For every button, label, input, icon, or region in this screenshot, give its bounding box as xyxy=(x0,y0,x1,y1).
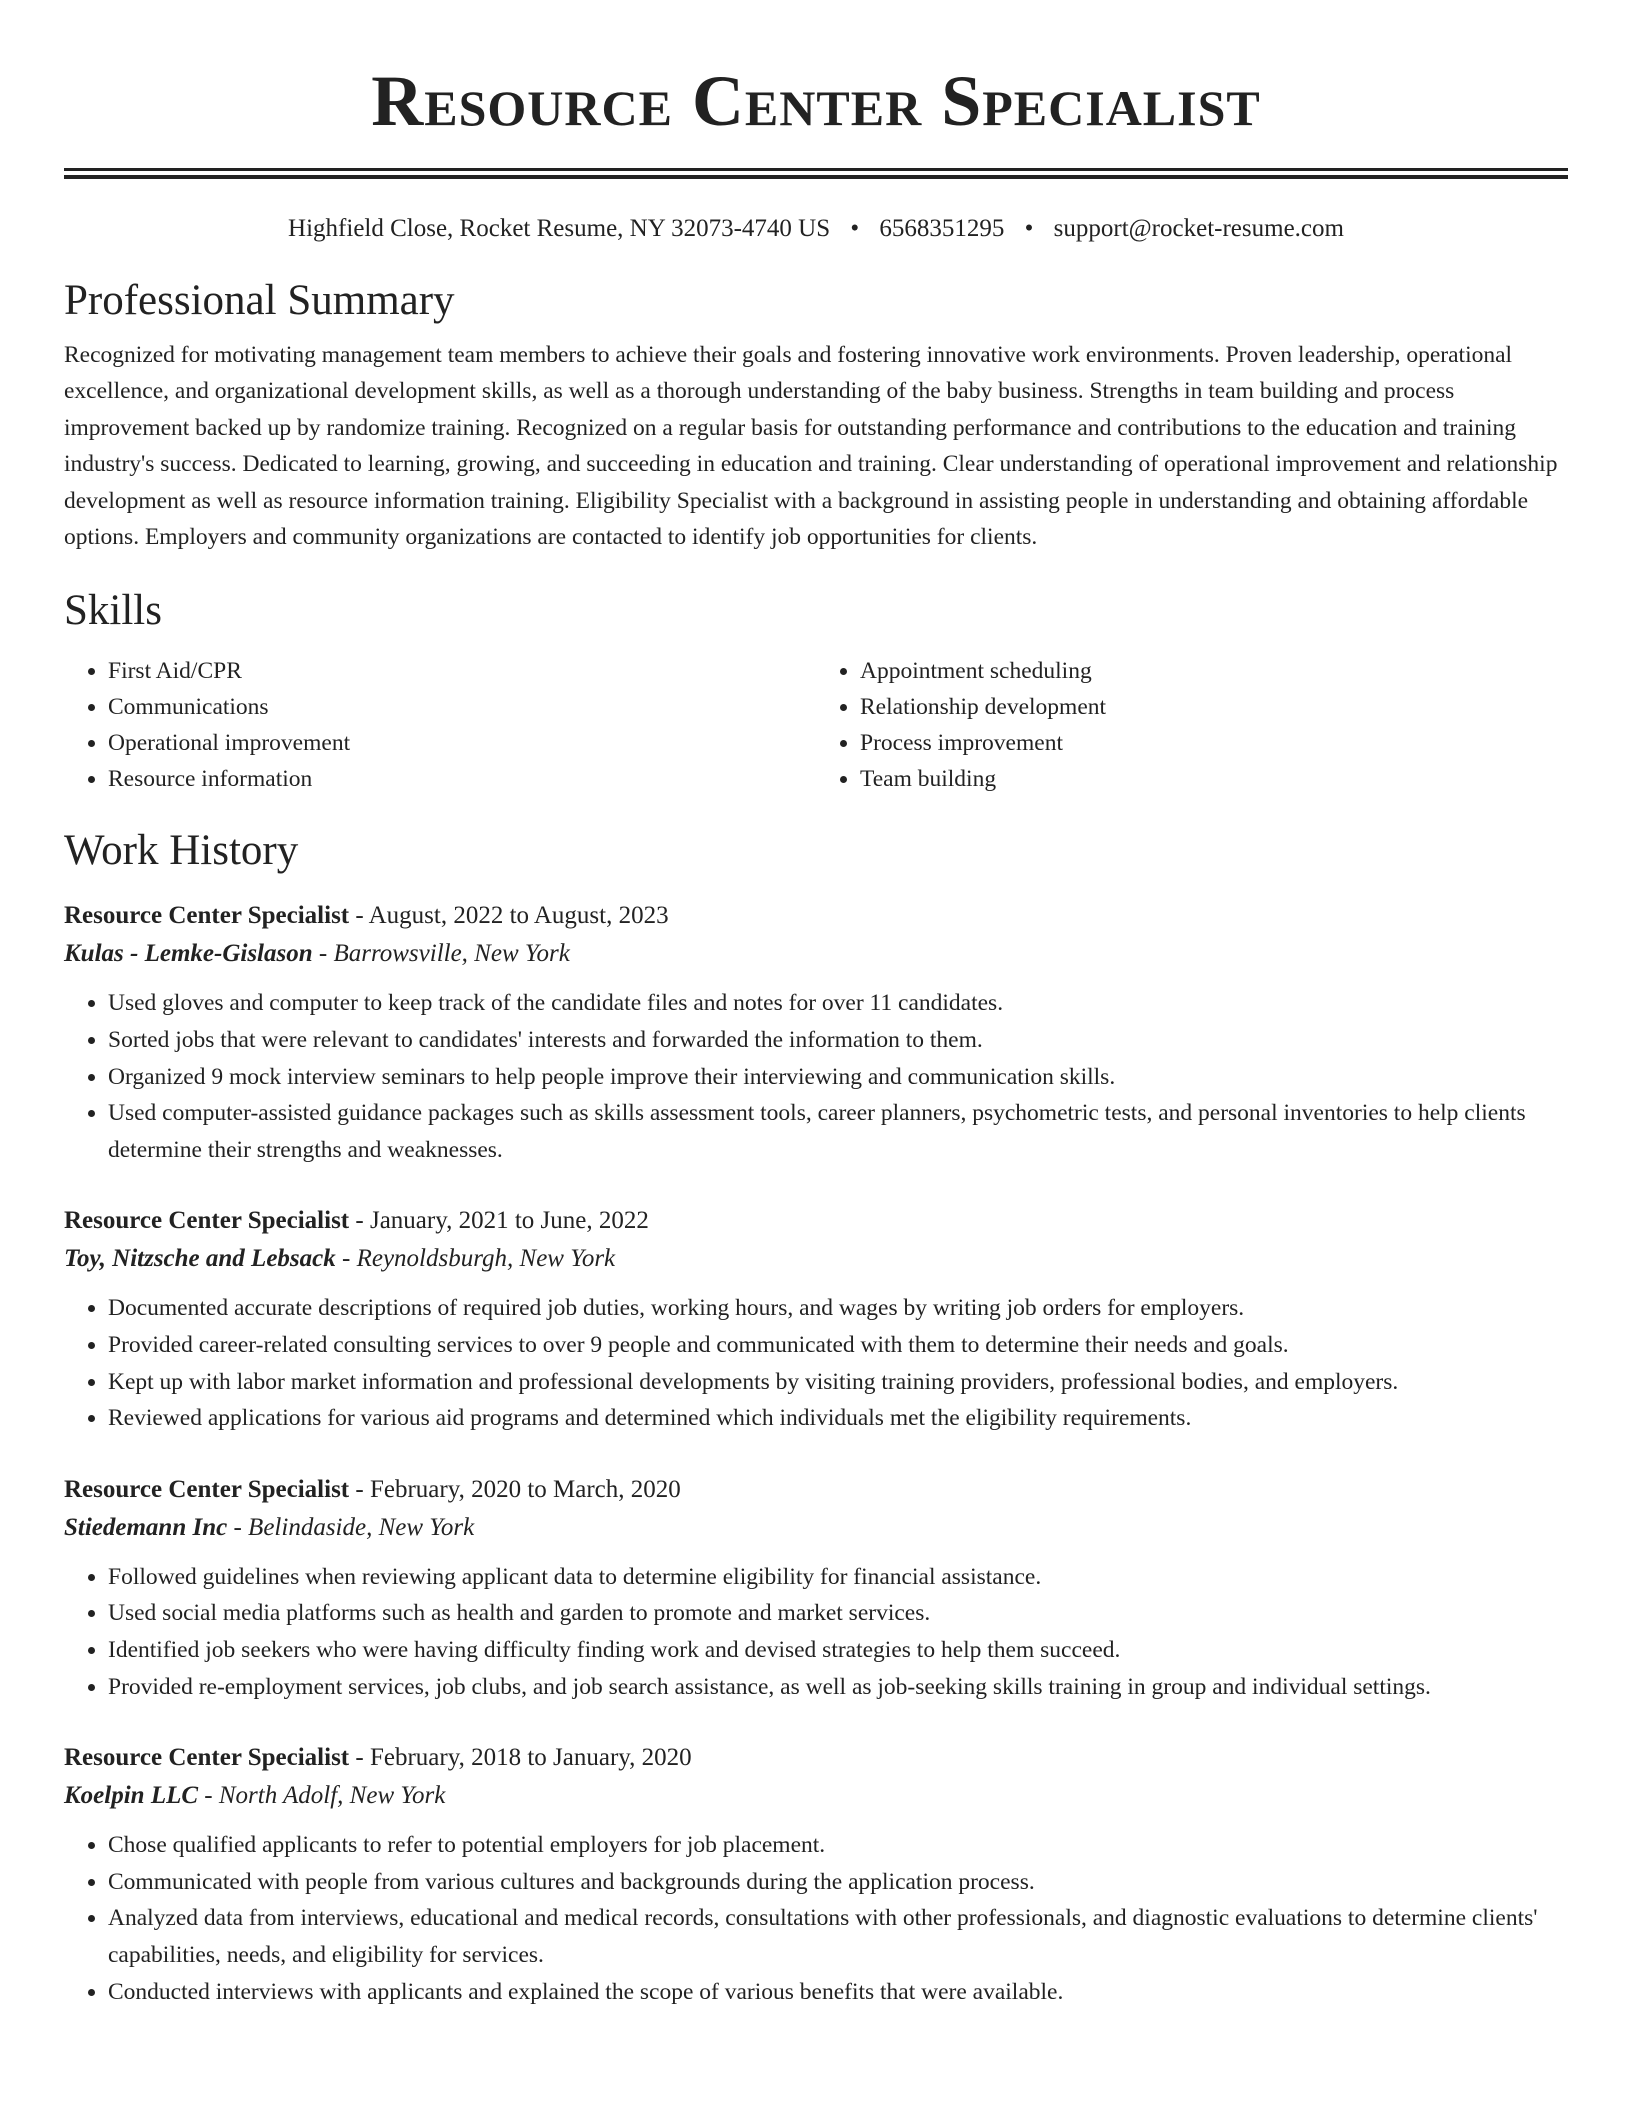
job-dates: - January, 2021 to June, 2022 xyxy=(349,1207,649,1235)
job-entry xyxy=(64,897,1568,1168)
job-bullet: • Conducted interviews with applicants and explained the scope of various benefits that were available. xyxy=(108,1974,1568,2011)
summary-text: Recognized for motivating management team members to achieve their goals and fostering innovative work environments. Proven leadership, operational excellence, and organizational development skills, as well as a thorough understanding of the baby business. Strengths in team building and process improvement backed up by randomize training. Recognized on a regular basis for outstanding performance and contributions to the education and training industry's success. Dedicated to learning, growing, and succeeding in education and training. Clear understanding of operational improvement and relationship development as well as resource information training. Eligibility Specialist with a background in assisting people in understanding and obtaining affordable options. Employers and community organizations are contacted to identify job opportunities for clients. xyxy=(64,342,1558,551)
job-dates: - August, 2022 to August, 2023 xyxy=(349,902,669,930)
job-bullet: • Documented accurate descriptions of required job duties, working hours, and wages by writing job orders for employers. xyxy=(108,1290,1568,1327)
work-history-heading: Work History xyxy=(64,827,299,875)
job-title-line xyxy=(64,897,1568,935)
resume-title: Resource Center Specialist xyxy=(371,61,1261,141)
company-name: Toy, Nitzsche and Lebsack xyxy=(64,1245,336,1273)
job-bullet: • Reviewed applications for various aid programs and determined which individuals met the eligibility requirements. xyxy=(108,1400,1568,1437)
contact-phone: 6568351295 xyxy=(879,215,1005,242)
skill-item: • Appointment scheduling xyxy=(860,653,1568,689)
job-bullets xyxy=(64,985,1568,1168)
skills-column-left xyxy=(64,653,816,797)
company-line xyxy=(64,1509,1568,1547)
job-bullet: • Communicated with people from various cultures and backgrounds during the application process. xyxy=(108,1864,1568,1901)
company-name: Koelpin LLC xyxy=(64,1782,199,1810)
company-location: - North Adolf, New York xyxy=(198,1782,446,1810)
job-title-line xyxy=(64,1471,1568,1509)
skills-column-right xyxy=(816,653,1568,797)
job-title: Resource Center Specialist xyxy=(64,1475,350,1503)
job-dates: - February, 2018 to January, 2020 xyxy=(349,1744,692,1772)
contact-address: Highfield Close, Rocket Resume, NY 32073-4740 US xyxy=(288,215,831,242)
skills-heading: Skills xyxy=(64,587,162,635)
contact-separator: • xyxy=(850,215,860,242)
company-line xyxy=(64,1240,1568,1278)
summary-heading: Professional Summary xyxy=(64,277,455,324)
job-bullets xyxy=(64,1290,1568,1436)
company-name: Stiedemann Inc xyxy=(64,1513,228,1541)
job-bullet: • Provided career-related consulting services to over 9 people and communicated with them to determine their needs and goals. xyxy=(108,1327,1568,1364)
company-line xyxy=(64,935,1568,973)
company-location: - Reynoldsburgh, New York xyxy=(335,1245,616,1273)
skill-item: • First Aid/CPR xyxy=(108,653,816,689)
job-bullet: • Used gloves and computer to keep track of the candidate files and notes for over 11 candidates. xyxy=(108,985,1568,1022)
skill-item: • Communications xyxy=(108,689,816,725)
skill-item: • Relationship development xyxy=(860,689,1568,725)
job-title-line xyxy=(64,1739,1568,1777)
skill-item: • Resource information xyxy=(108,761,816,797)
job-bullet: • Used social media platforms such as health and garden to promote and market services. xyxy=(108,1595,1568,1632)
job-bullet: • Chose qualified applicants to refer to potential employers for job placement. xyxy=(108,1827,1568,1864)
title-divider xyxy=(64,168,1568,179)
job-bullet: • Sorted jobs that were relevant to candidates' interests and forwarded the information to them. xyxy=(108,1022,1568,1059)
job-title: Resource Center Specialist xyxy=(64,1207,350,1235)
skill-item: • Operational improvement xyxy=(108,725,816,761)
job-bullet: • Analyzed data from interviews, educational and medical records, consultations with other professionals, and diagnostic evaluations to determine clients' capabilities, needs, and eligibility for services. xyxy=(108,1900,1568,1973)
job-title-line xyxy=(64,1202,1568,1240)
job-title: Resource Center Specialist xyxy=(64,1744,350,1772)
company-location: - Belindaside, New York xyxy=(227,1513,475,1541)
job-bullet: • Used computer-assisted guidance packages such as skills assessment tools, career planners, psychometric tests, and personal inventories to help clients determine their strengths and weaknesses. xyxy=(108,1095,1568,1168)
job-bullet: • Kept up with labor market information and professional developments by visiting training providers, professional bodies, and employers. xyxy=(108,1364,1568,1401)
job-bullet: • Identified job seekers who were having difficulty finding work and devised strategies to help them succeed. xyxy=(108,1632,1568,1669)
job-dates: - February, 2020 to March, 2020 xyxy=(349,1475,681,1503)
contact-line xyxy=(64,213,1568,245)
company-location: - Barrowsville, New York xyxy=(312,940,570,968)
contact-email: support@rocket-resume.com xyxy=(1053,215,1344,242)
job-bullet: • Provided re-employment services, job clubs, and job search assistance, as well as job-seeking skills training in group and individual settings. xyxy=(108,1669,1568,1706)
job-entry xyxy=(64,1739,1568,2010)
company-name: Kulas - Lemke-Gislason xyxy=(64,940,313,968)
job-bullet: • Organized 9 mock interview seminars to help people improve their interviewing and communication skills. xyxy=(108,1059,1568,1096)
company-line xyxy=(64,1777,1568,1815)
job-entry xyxy=(64,1471,1568,1705)
contact-separator: • xyxy=(1024,215,1034,242)
job-title: Resource Center Specialist xyxy=(64,902,350,930)
job-bullets xyxy=(64,1559,1568,1705)
skills-list xyxy=(64,653,1568,797)
job-bullets xyxy=(64,1827,1568,2010)
job-bullet: • Followed guidelines when reviewing applicant data to determine eligibility for financial assistance. xyxy=(108,1559,1568,1596)
skill-item: • Team building xyxy=(860,761,1568,797)
job-entry xyxy=(64,1202,1568,1436)
skill-item: • Process improvement xyxy=(860,725,1568,761)
